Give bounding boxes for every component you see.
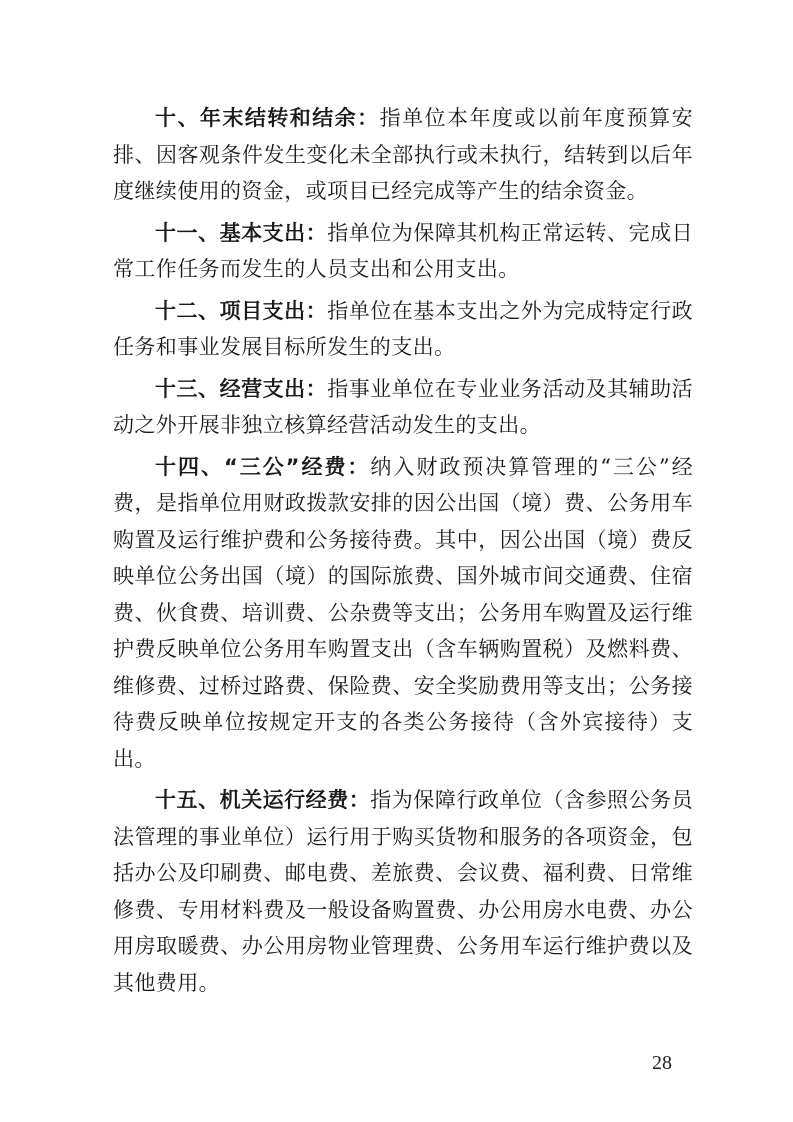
term-definition: 指为保障行政单位（含参照公务员法管理的事业单位）运行用于购买货物和服务的各项资金，包括办公及印刷费、邮电费、差旅费、会议费、福利费、日常维修费、专用材料费及一般设备购置费、办公用房水电费、办公用房取暖费、办公用房物业管理费、公务用车运行维护费以及其他费用。 [113,788,693,995]
term-heading: 十二、项目支出： [155,298,328,323]
term-heading: 十一、基本支出： [155,220,328,245]
term-definition: 纳入财政预决算管理的“三公”经费，是指单位用财政拨款安排的因公出国（境）费、公务用车购置及运行维护费和公务接待费。其中，因公出国（境）费反映单位公务出国（境）的国际旅费、国外城市间交通费、住宿费、伙食费、培训费、公杂费等支出；公务用车购置及运行维护费反映单位公务用车购置支出（含车辆购置税）及燃料费、维修费、过桥过路费、保险费、安全奖励费用等支出；公务接待费反映单位按规定开支的各类公务接待（含外宾接待）支出。 [113,454,693,771]
paragraph-three-public-expenses [113,449,693,778]
paragraph-basic-expenditure [113,215,693,288]
term-definition: 指单位本年度或以前年度预算安排、因客观条件发生变化未全部执行或未执行，结转到以后年度继续使用的资金，或项目已经完成等产生的结余资金。 [113,106,693,203]
term-definition: 指单位为保障其机构正常运转、完成日常工作任务而发生的人员支出和公用支出。 [113,220,693,281]
term-heading: 十、年末结转和结余： [155,106,380,130]
paragraph-year-end-carryover [113,100,693,210]
page-number: 28 [652,1052,672,1074]
term-heading: 十五、机关运行经费： [155,788,371,812]
paragraph-agency-operating-expenses [113,782,693,1001]
term-definition: 指单位在基本支出之外为完成特定行政任务和事业发展目标所发生的支出。 [113,298,693,359]
document-body [113,100,693,1006]
term-heading: 十四、“三公”经费： [155,454,371,479]
paragraph-project-expenditure [113,293,693,366]
paragraph-operating-expenditure [113,371,693,444]
term-heading: 十三、经营支出： [155,376,328,401]
term-definition: 指事业单位在专业业务活动及其辅助活动之外开展非独立核算经营活动发生的支出。 [113,376,693,437]
